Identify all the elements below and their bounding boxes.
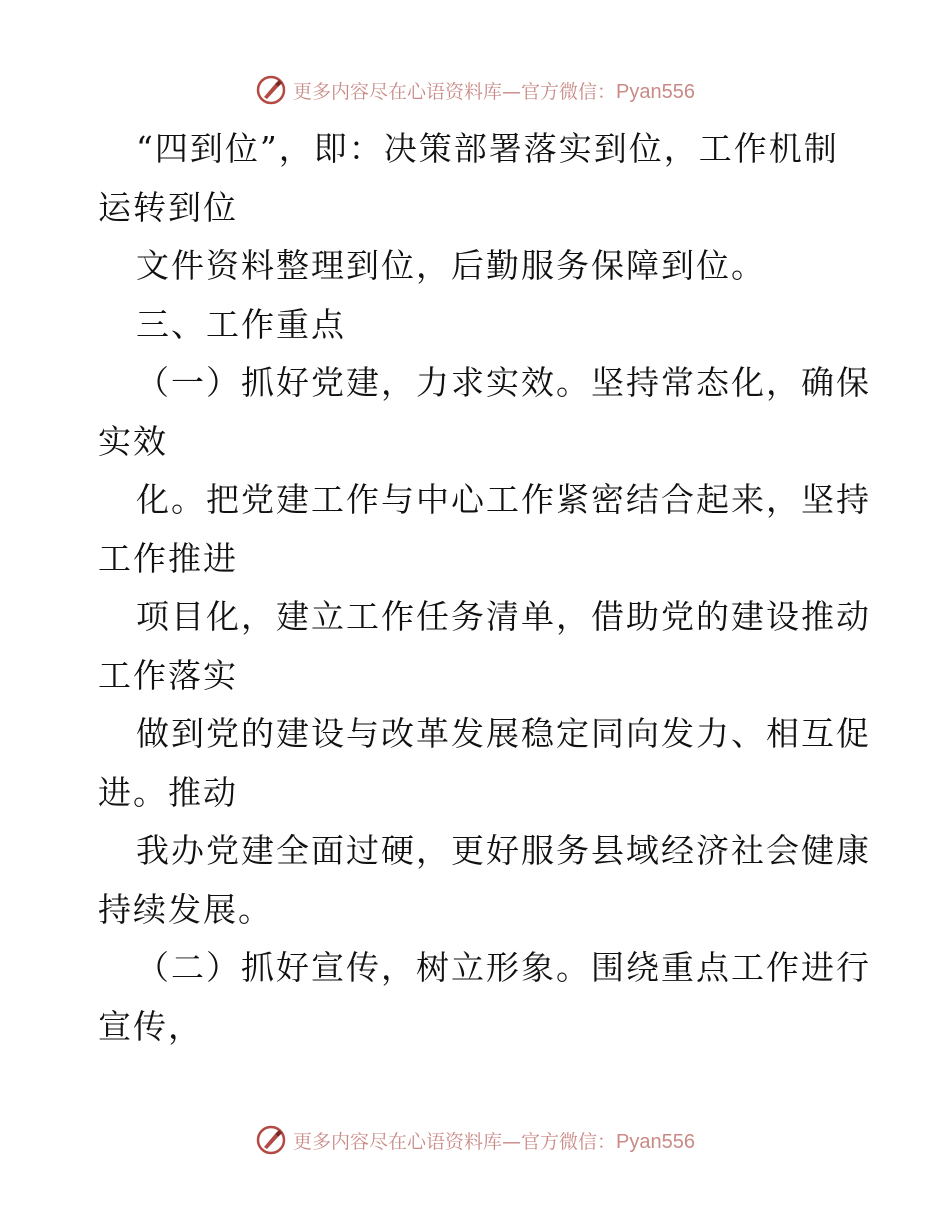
text-line: 三、工作重点	[136, 304, 346, 344]
text-line: 运转到位	[98, 187, 238, 227]
text-line: （二）抓好宣传，树立形象。围绕重点工作进行	[136, 948, 871, 987]
text-line: 进。推动	[98, 772, 238, 812]
document-body	[98, 120, 871, 1056]
text-line: “四到位”，即：决策部署落实到位，工作机制	[136, 129, 839, 168]
pen-circle-logo-icon	[255, 74, 287, 106]
watermark-text: 更多内容尽在心语资料库—官方微信：Pyan556	[293, 1130, 695, 1153]
text-line: 实效	[98, 421, 168, 461]
text-line: 工作推进	[98, 538, 238, 578]
text-line: 文件资料整理到位，后勤服务保障到位。	[136, 246, 766, 285]
text-line: 化。把党建工作与中心工作紧密结合起来，坚持	[136, 480, 871, 519]
header-watermark	[0, 70, 950, 110]
text-line: 工作落实	[98, 655, 238, 695]
watermark-text: 更多内容尽在心语资料库—官方微信：Pyan556	[293, 80, 695, 103]
text-line: 宣传，	[98, 1006, 203, 1046]
text-line: 项目化，建立工作任务清单，借助党的建设推动	[136, 597, 871, 636]
text-line: （一）抓好党建，力求实效。坚持常态化，确保	[136, 363, 871, 402]
pen-circle-logo-icon	[255, 1124, 287, 1156]
text-line: 做到党的建设与改革发展稳定同向发力、相互促	[136, 714, 871, 753]
text-line: 持续发展。	[98, 889, 273, 929]
footer-watermark	[0, 1120, 950, 1160]
text-line: 我办党建全面过硬，更好服务县域经济社会健康	[136, 831, 871, 870]
